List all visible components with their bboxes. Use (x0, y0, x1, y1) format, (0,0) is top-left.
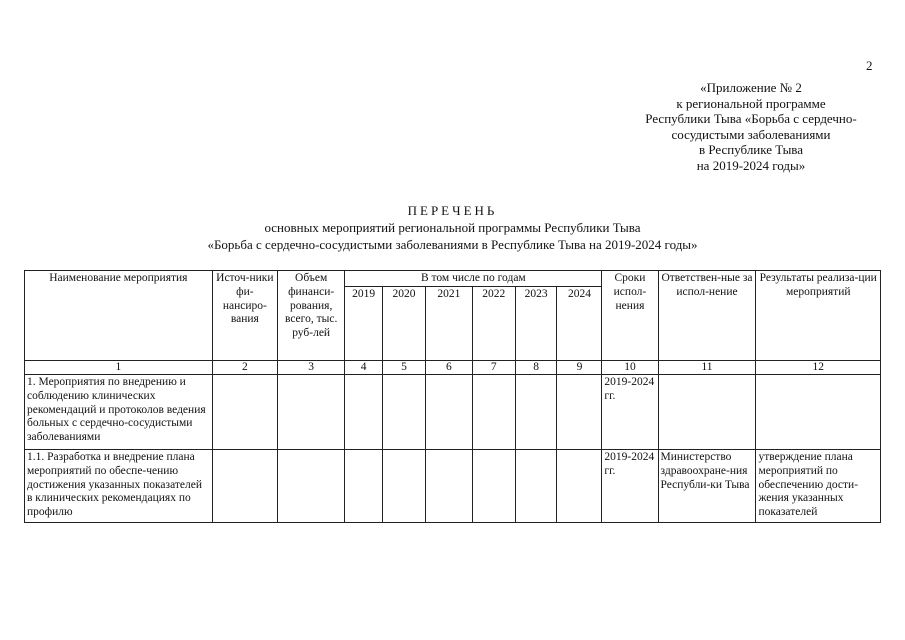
appendix-line: в Республике Тыва (698, 142, 804, 158)
row-year-value (345, 450, 383, 523)
row-name: 1.1. Разработка и внедрение плана мероприятий по обеспе-чению достижения указанных показателей в клинических рекомендациях по профилю (25, 450, 213, 523)
header-results: Результаты реализа-ции мероприятий (756, 271, 881, 361)
header-year: 2021 (425, 286, 472, 360)
header-responsible: Ответствен-ные за испол-нение (658, 271, 756, 361)
header-year: 2024 (557, 286, 602, 360)
measures-table (24, 270, 881, 523)
column-number: 11 (658, 361, 756, 375)
row-name: 1. Мероприятия по внедрению и соблюдению клинических рекомендаций и протоколов ведения больных с сердечно-сосудистыми заболеваниями (25, 375, 213, 450)
row-responsible: Министерство здравоохране-ния Республи-ки Тыва (658, 450, 756, 523)
row-year-value (345, 375, 383, 450)
subtitle-line-2: «Борьба с сердечно-сосудистыми заболеваниями в Республике Тыва на 2019-2024 годы» (207, 237, 698, 252)
document-title: ПЕРЕЧЕНЬ (407, 203, 498, 218)
column-number: 8 (515, 361, 557, 375)
column-number: 12 (756, 361, 881, 375)
subtitle-line-1: основных мероприятий региональной программы Республики Тыва (264, 220, 641, 235)
row-year-value (515, 375, 557, 450)
column-number: 2 (212, 361, 277, 375)
page-number: 2 (866, 58, 873, 73)
document-subtitle (0, 219, 905, 253)
header-volume: Объем финанси-рования, всего, тыс. руб-лей (277, 271, 344, 361)
header-year: 2022 (472, 286, 515, 360)
header-by-year: В том числе по годам (345, 271, 602, 287)
header-year: 2023 (515, 286, 557, 360)
column-number: 4 (345, 361, 383, 375)
appendix-line: на 2019-2024 годы» (696, 157, 806, 173)
row-year-value (425, 375, 472, 450)
column-number: 7 (472, 361, 515, 375)
row-volume (277, 375, 344, 450)
table-row (25, 450, 881, 523)
header-source: Источ-ники фи-нансиро-вания (212, 271, 277, 361)
row-source (212, 450, 277, 523)
row-year-value (383, 375, 426, 450)
row-results (756, 375, 881, 450)
column-number: 1 (25, 361, 213, 375)
row-source (212, 375, 277, 450)
appendix-line: Республики Тыва «Борьба с сердечно- (645, 111, 857, 127)
row-year-value (557, 450, 602, 523)
header-year: 2020 (383, 286, 426, 360)
column-number: 10 (602, 361, 658, 375)
row-year-value (472, 450, 515, 523)
header-deadline: Сроки испол-нения (602, 271, 658, 361)
row-deadline: 2019-2024 гг. (602, 450, 658, 523)
row-year-value (383, 450, 426, 523)
header-name: Наименование мероприятия (25, 271, 213, 361)
column-number: 9 (557, 361, 602, 375)
appendix-line: «Приложение № 2 (700, 80, 802, 95)
row-volume (277, 450, 344, 523)
appendix-heading (610, 80, 892, 174)
appendix-line: сосудистыми заболеваниями (671, 126, 831, 142)
column-number: 3 (277, 361, 344, 375)
row-year-value (425, 450, 472, 523)
column-number: 5 (383, 361, 426, 375)
row-deadline: 2019-2024 гг. (602, 375, 658, 450)
row-results: утверждение плана мероприятий по обеспечению дости-жения указанных показателей (756, 450, 881, 523)
column-number: 6 (425, 361, 472, 375)
table-row (25, 375, 881, 450)
header-row (25, 271, 881, 287)
column-numbers-row (25, 361, 881, 375)
header-year: 2019 (345, 286, 383, 360)
row-year-value (472, 375, 515, 450)
row-year-value (515, 450, 557, 523)
row-year-value (557, 375, 602, 450)
row-responsible (658, 375, 756, 450)
appendix-line: к региональной программе (676, 95, 826, 111)
